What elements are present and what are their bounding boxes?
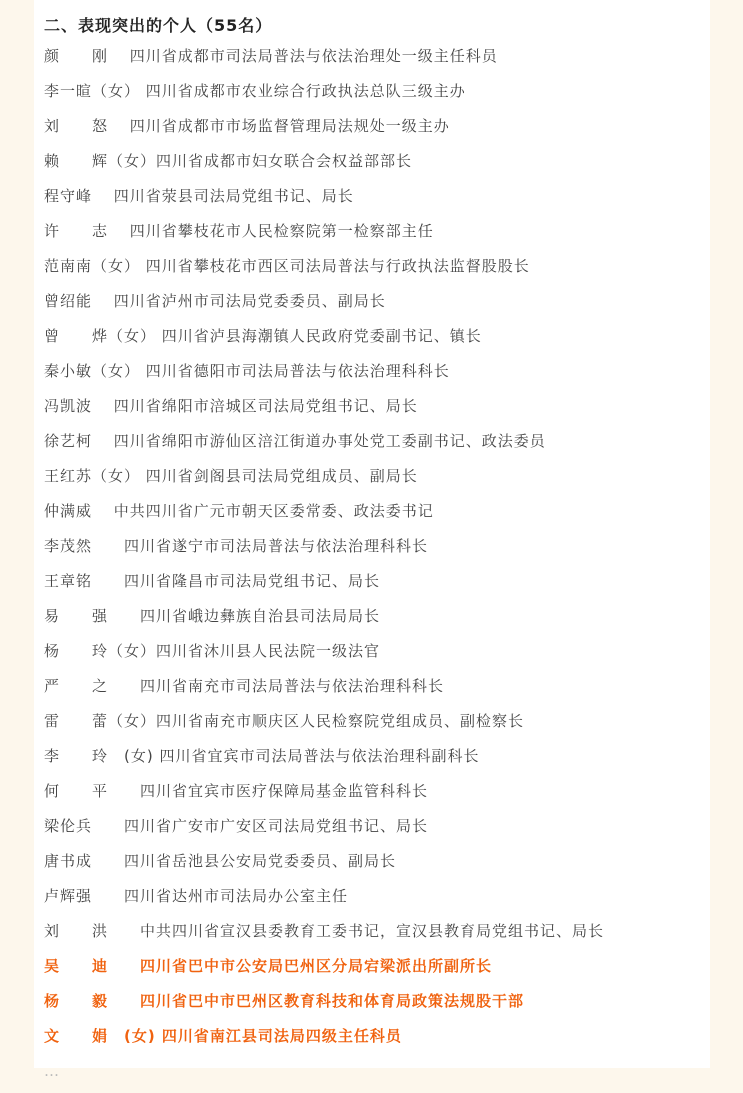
person-entry: 颜 刚 四川省成都市司法局普法与依法治理处一级主任科员 <box>44 47 498 65</box>
person-entry: 赖 辉（女）四川省成都市妇女联合会权益部部长 <box>44 152 413 170</box>
person-entry: 李一暄（女） 四川省成都市农业综合行政执法总队三级主办 <box>44 82 466 100</box>
person-entry: 徐艺柯 四川省绵阳市游仙区涪江街道办事处党工委副书记、政法委员 <box>44 432 546 450</box>
person-entry: 范南南（女） 四川省攀枝花市西区司法局普法与行政执法监督股股长 <box>44 257 530 275</box>
person-entry: 李茂然 四川省遂宁市司法局普法与依法治理科科长 <box>44 537 429 555</box>
person-entry: 王章铭 四川省隆昌市司法局党组书记、局长 <box>44 572 381 590</box>
person-entry: 杨 毅 四川省巴中市巴州区教育科技和体育局政策法规股干部 <box>44 992 525 1010</box>
person-entry: 曾 烨（女） 四川省泸县海潮镇人民政府党委副书记、镇长 <box>44 327 482 345</box>
person-entry: 吴 迪 四川省巴中市公安局巴州区分局宕梁派出所副所长 <box>44 957 493 975</box>
person-entry: 杨 玲（女）四川省沐川县人民法院一级法官 <box>44 642 381 660</box>
person-entry: 刘 怒 四川省成都市市场监督管理局法规处一级主办 <box>44 117 450 135</box>
person-entry: 冯凯波 四川省绵阳市涪城区司法局党组书记、局长 <box>44 397 418 415</box>
person-entry: 许 志 四川省攀枝花市人民检察院第一检察部主任 <box>44 222 434 240</box>
person-entry: 李 玲 (女) 四川省宜宾市司法局普法与依法治理科副科长 <box>44 747 480 765</box>
person-entry: 何 平 四川省宜宾市医疗保障局基金监管科科长 <box>44 782 429 800</box>
person-entry: 曾绍能 四川省泸州市司法局党委委员、副局长 <box>44 292 386 310</box>
person-entry: 梁伦兵 四川省广安市广安区司法局党组书记、局长 <box>44 817 429 835</box>
person-entry: 雷 蕾（女）四川省南充市顺庆区人民检察院党组成员、副检察长 <box>44 712 525 730</box>
person-entry: 文 娟 (女) 四川省南江县司法局四级主任科员 <box>44 1027 402 1045</box>
document-page <box>34 0 710 1080</box>
people-list <box>44 43 604 1093</box>
person-entry: 卢辉强 四川省达州市司法局办公室主任 <box>44 887 349 905</box>
person-entry: 仲满威 中共四川省广元市朝天区委常委、政法委书记 <box>44 502 434 520</box>
person-entry: 刘 洪 中共四川省宣汉县委教育工委书记，宣汉县教育局党组书记、局长 <box>44 922 605 940</box>
person-entry: 易 强 四川省峨边彝族自治县司法局局长 <box>44 607 381 625</box>
person-entry: 唐书成 四川省岳池县公安局党委委员、副局长 <box>44 852 397 870</box>
person-entry: 王红苏（女） 四川省剑阁县司法局党组成员、副局长 <box>44 467 418 485</box>
person-entry: … <box>44 1062 60 1080</box>
person-entry: 程守峰 四川省荥县司法局党组书记、局长 <box>44 187 354 205</box>
section-heading: 二、表现突出的个人（55名） <box>44 16 273 35</box>
person-entry: 秦小敏（女） 四川省德阳市司法局普法与依法治理科科长 <box>44 362 450 380</box>
person-entry: 严 之 四川省南充市司法局普法与依法治理科科长 <box>44 677 445 695</box>
